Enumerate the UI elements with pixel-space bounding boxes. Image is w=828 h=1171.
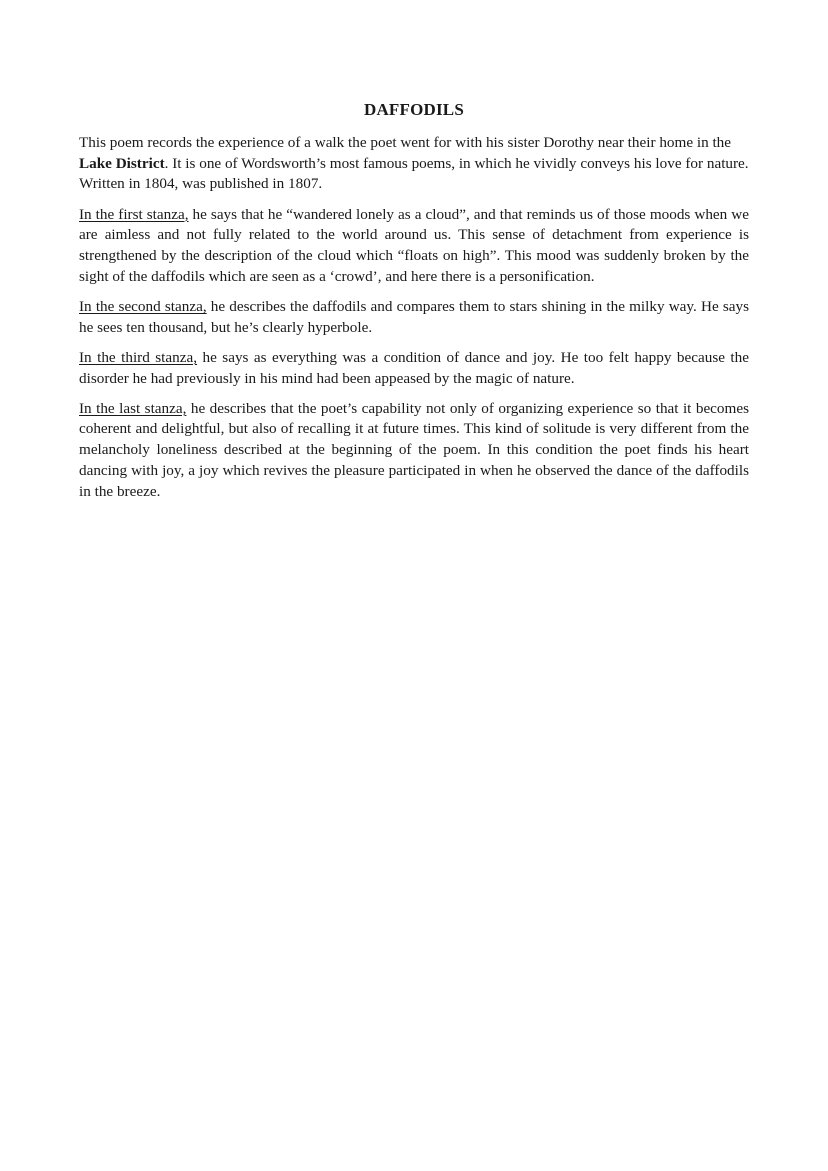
stanza-four-text: he describes that the poet’s capability not only of organizing experience so that it becomes coherent and delightful, but also of recalling it at future times. This kind of solitude is very different from the melancholy loneliness described at the beginning of the poem. In this condition the poet finds his heart dancing with joy, a joy which revives the pleasure participated in when he observed the dance of the daffodils in the breeze.: [79, 399, 749, 500]
stanza-one-heading: In the first stanza,: [79, 205, 189, 223]
stanza-two-heading: In the second stanza,: [79, 297, 207, 315]
stanza-one-paragraph: [79, 205, 749, 288]
intro-bold-place: Lake District: [79, 154, 165, 172]
intro-text-start: This poem records the experience of a walk the poet went for with his sister Dorothy near their home in the: [79, 134, 732, 151]
document-title: DAFFODILS: [363, 100, 465, 119]
intro-text-end: . It is one of Wordsworth’s most famous poems, in which he vividly conveys his love for nature. Written in 1804, was published in 1807.: [79, 154, 749, 193]
document-page: [79, 99, 749, 512]
intro-paragraph: [79, 133, 749, 195]
stanza-four-heading: In the last stanza,: [79, 399, 187, 417]
stanza-two-paragraph: [79, 297, 749, 338]
stanza-two-text: he describes the daffodils and compares them to stars shining in the milky way. He says he sees ten thousand, but he’s clearly hyperbole.: [79, 297, 750, 336]
stanza-three-text: he says as everything was a condition of dance and joy. He too felt happy because the disorder he had previously in his mind had been appeased by the magic of nature.: [79, 348, 749, 387]
stanza-one-text: he says that he “wandered lonely as a cloud”, and that reminds us of those moods when we are aimless and not fully related to the world around us. This sense of detachment from experience is strengthened by the description of the cloud which “floats on high”. This mood was suddenly broken by the sight of the daffodils which are seen as a ‘crowd’, and here there is a personification.: [79, 205, 749, 285]
stanza-three-heading: In the third stanza,: [79, 348, 198, 366]
stanza-three-paragraph: [79, 348, 749, 389]
stanza-four-paragraph: [79, 399, 749, 503]
